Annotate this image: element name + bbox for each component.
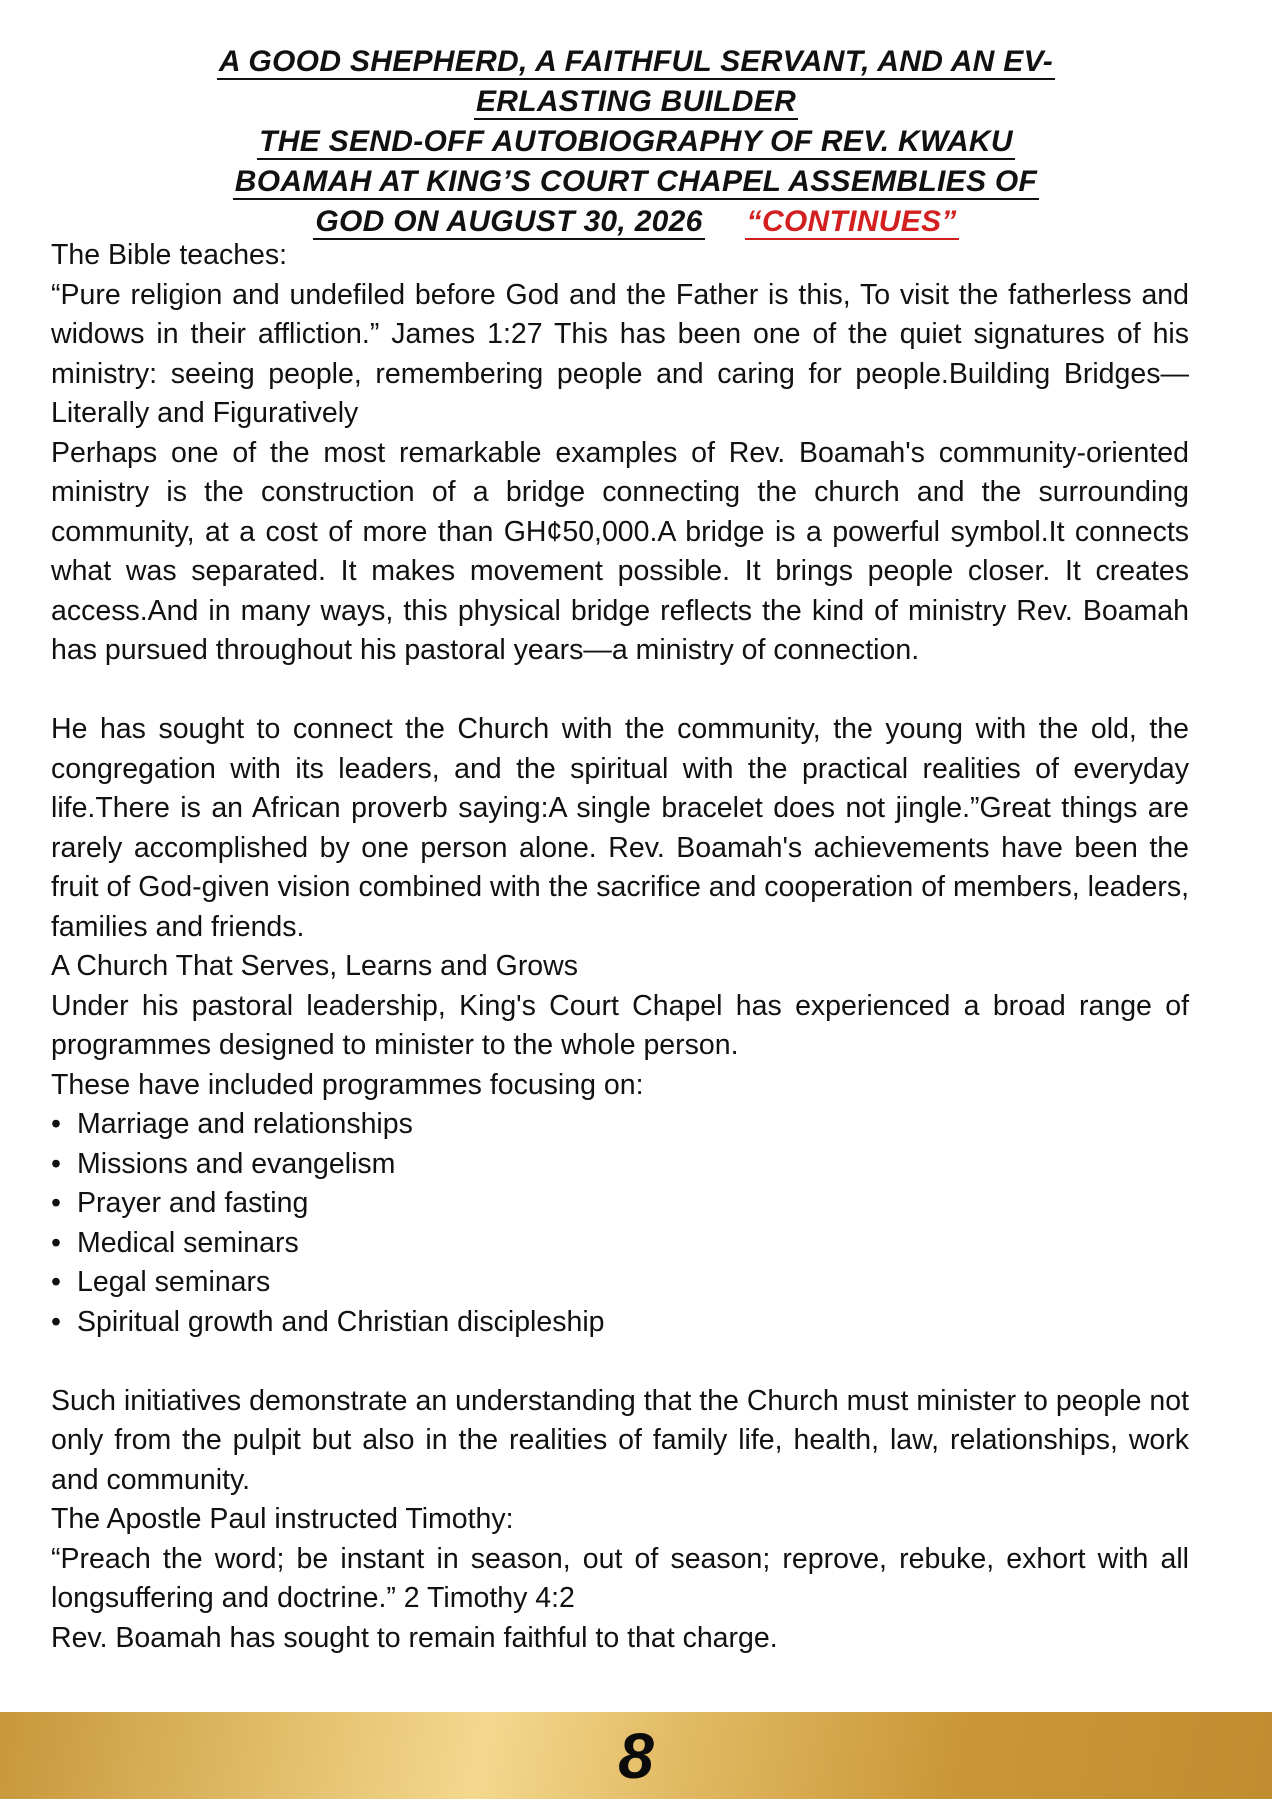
page-title — [40, 42, 1232, 242]
title-line-2: ERLASTING BUILDER — [475, 85, 797, 118]
list-item: • Missions and evangelism — [51, 1145, 1189, 1185]
title-line-3: THE SEND-OFF AUTOBIOGRAPHY OF REV. KWAKU — [259, 125, 1013, 158]
list-item: • Prayer and fasting — [51, 1184, 1189, 1224]
programme-list — [51, 1105, 1189, 1342]
footer-band — [0, 1712, 1272, 1799]
paragraph: These have included programmes focusing on: — [51, 1068, 644, 1101]
paragraph: Such initiatives demonstrate an understanding that the Church must minister to people not only from the pulpit but also in the realities of family life, health, law, relationships, work and community. — [51, 1384, 1189, 1496]
title-line-4: BOAMAH AT KING’S COURT CHAPEL ASSEMBLIES OF — [234, 165, 1038, 198]
paragraph-gap — [51, 671, 1189, 711]
page-number: 8 — [618, 1720, 654, 1792]
title-line-1: A GOOD SHEPHERD, A FAITHFUL SERVANT, AND AN EV- — [218, 45, 1054, 78]
list-item: • Medical seminars — [51, 1224, 1189, 1264]
title-line-5: GOD ON AUGUST 30, 2026 “CONTINUES” — [315, 205, 957, 238]
paragraph: “Pure religion and undefiled before God and the Father is this, To visit the fatherless and widows in their affliction.” James 1:27 This has been one of the quiet signatures of his ministry: seeing people, remembering people and caring for people.Building Bridges—Literally and Figuratively — [51, 278, 1189, 429]
body-text — [51, 236, 1189, 1658]
paragraph: He has sought to connect the Church with the community, the young with the old, the congregation with its leaders, and the spiritual with the practical realities of everyday life.There is an African proverb saying:A single bracelet does not jingle.”Great things are rarely accomplished by one person alone. Rev. Boamah's achievements have been the fruit of God-given vision combined with the sacrifice and cooperation of members, leaders, families and friends. — [51, 713, 1189, 943]
paragraph: The Apostle Paul instructed Timothy: — [51, 1503, 514, 1535]
paragraph: Under his pastoral leadership, King's Court Chapel has experienced a broad range of programmes designed to minister to the whole person. — [51, 989, 1189, 1061]
continues-label: “CONTINUES” — [746, 205, 957, 238]
paragraph: Perhaps one of the most remarkable examples of Rev. Boamah's community-oriented ministry is the construction of a bridge connecting the church and the surrounding community, at a cost of more than GH¢50,000.A bridge is a powerful symbol.It connects what was separated. It makes movement possible. It brings people closer. It creates access.And in many ways, this physical bridge reflects the kind of ministry Rev. Boamah has pursued throughout his pastoral years—a ministry of connection. — [51, 436, 1189, 666]
list-item: • Spiritual growth and Christian discipleship — [51, 1303, 1189, 1343]
list-item: • Marriage and relationships — [51, 1105, 1189, 1145]
paragraph-gap — [51, 1342, 1189, 1382]
paragraph: Rev. Boamah has sought to remain faithful to that charge. — [51, 1621, 778, 1654]
paragraph: “Preach the word; be instant in season, out of season; reprove, rebuke, exhort with all longsuffering and doctrine.” 2 Timothy 4:2 — [51, 1542, 1189, 1614]
section-heading: A Church That Serves, Learns and Grows — [51, 950, 578, 982]
list-item: • Legal seminars — [51, 1263, 1189, 1303]
paragraph: The Bible teaches: — [51, 239, 288, 271]
